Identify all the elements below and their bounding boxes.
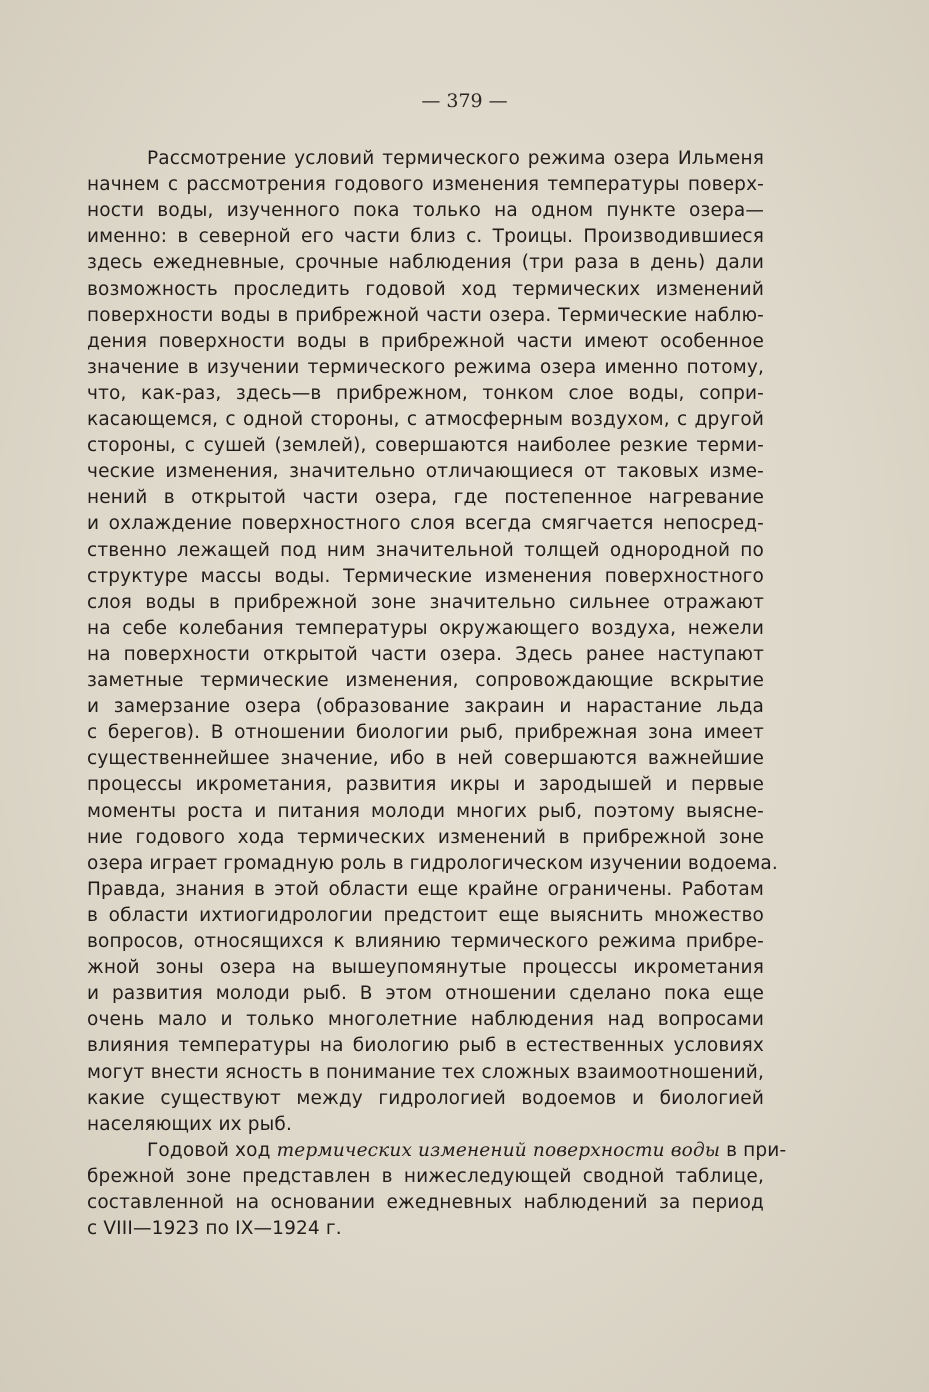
text-line: озера играет громадную роль в гидрологическом изучении водоема. bbox=[87, 852, 778, 874]
text-segment: Годовой ход bbox=[147, 1139, 277, 1161]
text-line: процессы икрометания, развития икры и зародышей и первые bbox=[87, 774, 764, 796]
text-line: в области ихтиогидрологии предстоит еще выяснить множество bbox=[87, 904, 764, 926]
text-line: на поверхности открытой части озера. Здесь ранее наступают bbox=[87, 643, 764, 665]
text-line: дения поверхности воды в прибрежной части имеют особенное bbox=[87, 330, 764, 352]
text-line: начнем с рассмотрения годового изменения температуры поверх- bbox=[87, 174, 764, 196]
text-line: и охлаждение поверхностного слоя всегда смягчается непосред- bbox=[87, 513, 764, 535]
text-segment: в при- bbox=[720, 1139, 787, 1161]
text-line: Рассмотрение условий термического режима озера Ильменя bbox=[147, 148, 764, 169]
text-line: моменты роста и питания молоди многих рыб, поэтому выясне- bbox=[87, 800, 764, 822]
text-line: и развития молоди рыб. В этом отношении сделано пока еще bbox=[87, 983, 764, 1005]
text-line: влияния температуры на биологию рыб в естественных условиях bbox=[87, 1035, 764, 1057]
italic-phrase: термических изменений поверхности воды bbox=[276, 1139, 721, 1161]
text-line: населяющих их рыб. bbox=[87, 1113, 292, 1135]
text-line: ческие изменения, значительно отличающиеся от таковых изме- bbox=[87, 461, 764, 483]
text-line: составленной на основании ежедневных наблюдений за период bbox=[87, 1192, 764, 1213]
text-line: структуре массы воды. Термические изменения поверхностного bbox=[87, 565, 764, 587]
page-number: — 379 — bbox=[421, 90, 508, 112]
text-line: ние годового хода термических изменений в прибрежной зоне bbox=[87, 826, 764, 848]
text-line: Правда, знания в этой области еще крайне ограничены. Работам bbox=[87, 878, 764, 900]
text-line: значение в изучении термического режима озера именно потому, bbox=[87, 356, 764, 378]
text-line: стороны, с сушей (землей), совершаются наиболее резкие терми- bbox=[87, 435, 764, 457]
text-line: очень мало и только многолетние наблюдения над вопросами bbox=[87, 1009, 764, 1031]
text-line: касающемся, с одной стороны, с атмосферным воздухом, с другой bbox=[87, 409, 764, 430]
text-line: слоя воды в прибрежной зоне значительно сильнее отражают bbox=[87, 591, 764, 613]
text-line: жной зоны озера на вышеупомянутые процессы икрометания bbox=[87, 957, 764, 979]
text-line: вопросов, относящихся к влиянию термического режима прибре- bbox=[87, 931, 764, 952]
text-line: нений в открытой части озера, где постепенное нагревание bbox=[87, 487, 764, 509]
text-line: на себе колебания температуры окружающего воздуха, нежели bbox=[87, 617, 764, 639]
text-line: возможность проследить годовой ход термических изменений bbox=[87, 278, 764, 300]
text-line: здесь ежедневные, срочные наблюдения (три раза в день) дали bbox=[87, 252, 764, 274]
text-line: и замерзание озера (образование закраин и нарастание льда bbox=[87, 696, 764, 718]
text-line: поверхности воды в прибрежной части озера. Термические наблю- bbox=[87, 304, 764, 326]
text-line: существеннейшее значение, ибо в ней совершаются важнейшие bbox=[87, 748, 764, 770]
text-line: с VIII—1923 по IX—1924 г. bbox=[87, 1218, 342, 1240]
text-line: какие существуют между гидрологией водоемов и биологией bbox=[87, 1087, 764, 1109]
text-line: могут внести ясность в понимание тех сложных взаимоотношений, bbox=[87, 1061, 764, 1083]
text-line bbox=[147, 1138, 787, 1164]
text-line: заметные термические изменения, сопровождающие вскрытие bbox=[87, 670, 764, 691]
text-line: брежной зоне представлен в нижеследующей сводной таблице, bbox=[87, 1165, 764, 1187]
text-line: с берегов). В отношении биологии рыб, прибрежная зона имеет bbox=[87, 722, 764, 744]
text-line: ности воды, изученного пока только на одном пункте озера— bbox=[87, 200, 764, 222]
text-line: что, как-раз, здесь—в прибрежном, тонком слое воды, сопри- bbox=[87, 382, 764, 404]
text-line: ственно лежащей под ним значительной толщей однородной по bbox=[87, 539, 764, 561]
text-line: именно: в северной его части близ с. Троицы. Производившиеся bbox=[87, 226, 764, 248]
